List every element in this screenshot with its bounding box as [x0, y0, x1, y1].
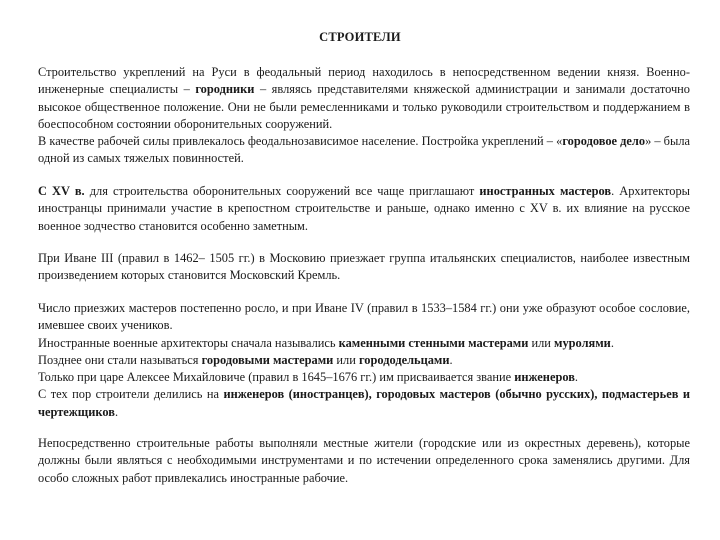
text-span: Строительство укреплений на Руси в феодальный период находилось в непосредственном ведении князя. Военно-инженерные специалисты – [38, 65, 690, 97]
text-span: Иностранные военные архитекторы сначала назывались [38, 335, 339, 350]
text-span: для строительства оборонительных сооружений все чаще приглашают [84, 184, 480, 198]
paragraph-builder-ranks [38, 386, 690, 421]
paragraph-ivan-iii: При Иване III (правил в 1462– 1505 гг.) в Московию приезжает группа итальянских специалистов, наиболее известным произведением которых становится Московский Кремль. [38, 251, 690, 283]
term-gorodovoe-delo: городовое дело [562, 134, 646, 149]
text-span: Позднее они стали называться [38, 352, 202, 367]
term-town-masters: городовыми мастерами [201, 352, 334, 367]
text-span: В качестве рабочей силы привлекалось феодальнозависимое население. Постройка укреплений – « [38, 134, 563, 149]
term-foreign-masters: иностранных мастеров [479, 184, 612, 198]
text-span: . [574, 370, 579, 385]
term-murol: муролями [554, 335, 611, 350]
paragraph-gorodniki [38, 64, 690, 133]
text-span: » – была одной из самых тяжелых повинностей. [38, 134, 690, 166]
page-title: СТРОИТЕЛИ [319, 30, 401, 44]
paragraph-foreign-masters [38, 183, 690, 235]
text-span: С тех пор строители делились на [38, 387, 224, 402]
paragraph-gorodovoe-delo [38, 133, 690, 168]
text-span: или [333, 352, 359, 367]
paragraph-ivan-iv: Число приезжих мастеров постепенно росло, и при Иване IV (правил в 1533–1584 гг.) они уже образуют особое сословие, имевшее своих учеников. [38, 301, 690, 333]
term-stone-wall-masters: каменными стенными мастерами [338, 335, 529, 350]
term-engineers: инженеров [514, 370, 575, 385]
block-5 [38, 435, 690, 487]
term-builder-ranks: инженеров (иностранцев), городовых мастеров (обычно русских), подмастерьев и чертежщиков [38, 387, 690, 419]
block-1 [38, 64, 690, 168]
paragraph-local-workers: Непосредственно строительные работы выполняли местные жители (городские или из окрестных деревень), которые должны были являться с необходимыми инструментами и по истечении определенного срока заменялись другими. Для особо сложных работ привлекались иностранные рабочие. [38, 436, 690, 485]
text-span: . [114, 404, 119, 419]
block-4 [38, 300, 690, 421]
paragraph-murol [38, 335, 690, 352]
term-xv-century: С XV в. [38, 184, 85, 198]
text-span: . [449, 352, 453, 367]
block-3 [38, 250, 690, 285]
text-span: или [528, 335, 555, 350]
term-gorododeltsy: горододельцами [358, 352, 450, 367]
paragraph-engineers-title [38, 369, 690, 386]
paragraph-gorodovye-mastera [38, 352, 690, 369]
text-span: . Архитекторы иностранцы принимали участие в крепостном строительстве и раньше, однако именно с XV в. их влияние на русское военное зодчество становится особенно заметным. [38, 184, 690, 233]
text-span: – являясь представителями княжеской администрации и занимали достаточно высокое общественное положение. Они не были ремесленниками и только руководили строительством и поддержанием в боеспособном состоянии оборонительных сооружений. [38, 82, 691, 131]
term-gorodniki: городники [195, 82, 255, 97]
text-span: . [610, 335, 614, 350]
text-span: Только при царе Алексее Михайловиче (правил в 1645–1676 гг.) им присваивается звание [38, 370, 515, 385]
block-2 [38, 183, 690, 235]
